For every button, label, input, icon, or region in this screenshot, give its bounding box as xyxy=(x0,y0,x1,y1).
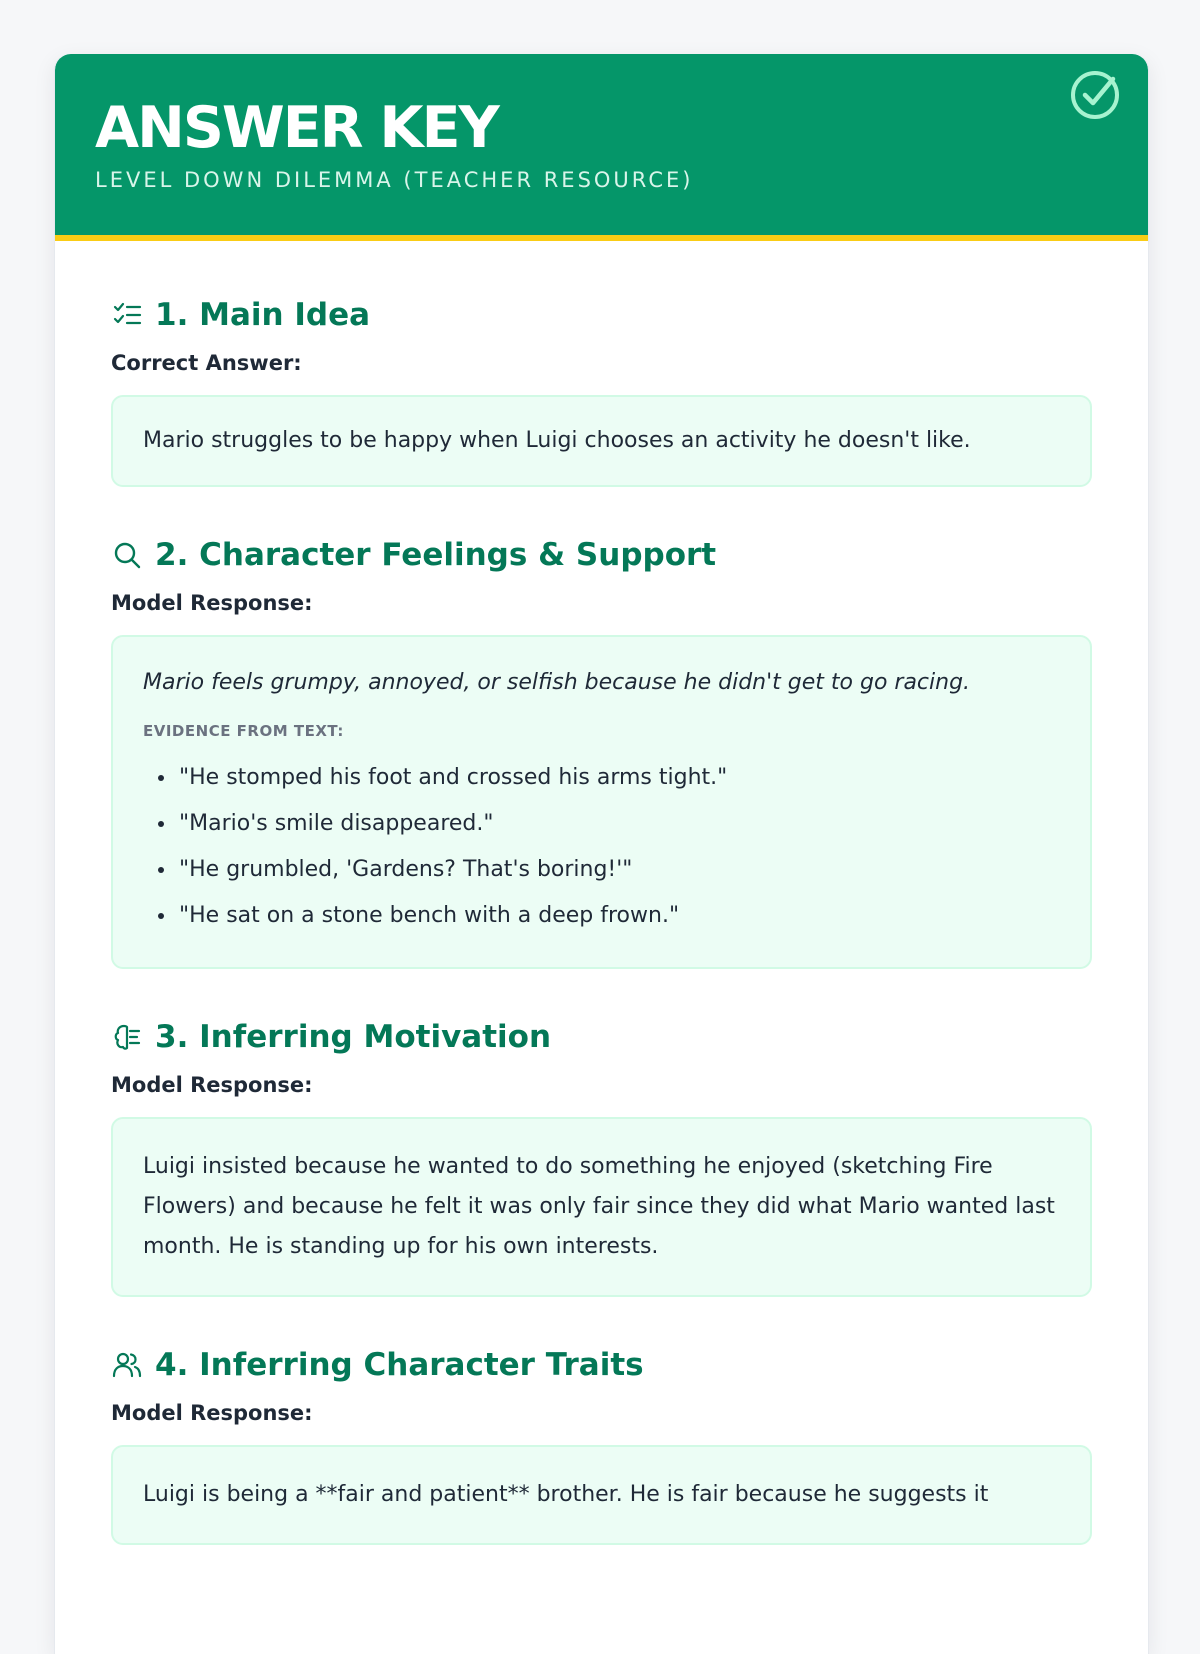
content xyxy=(55,241,1148,1545)
evidence-item: • "Mario's smile disappeared." xyxy=(177,801,1060,847)
evidence-item: • "He stomped his foot and crossed his arms tight." xyxy=(177,755,1060,801)
answer-text: Luigi is being a **fair and patient** brother. He is fair because he suggests it xyxy=(143,1482,989,1507)
section-title: 3. Inferring Motivation xyxy=(155,1019,552,1055)
evidence-item: • "He sat on a stone bench with a deep frown." xyxy=(177,893,1060,939)
answer-key-card xyxy=(54,54,1149,1654)
answer-box xyxy=(111,1445,1092,1545)
section-character-feelings xyxy=(111,535,1092,969)
section-heading xyxy=(111,535,1092,575)
evidence-list xyxy=(143,755,1060,939)
section-title: 1. Main Idea xyxy=(155,297,371,333)
page-title: ANSWER KEY xyxy=(95,95,498,161)
section-heading xyxy=(111,295,1092,335)
section-inferring-motivation xyxy=(111,1017,1092,1297)
answer-box xyxy=(111,395,1092,487)
page-subtitle: LEVEL DOWN DILEMMA (TEACHER RESOURCE) xyxy=(95,168,694,192)
answer-text: Luigi insisted because he wanted to do something he enjoyed (sketching Fire Flowers) and because he felt it was only fair since they did what Mario wanted last month. He is standing up for his own interests. xyxy=(143,1154,1055,1259)
section-title: 4. Inferring Character Traits xyxy=(155,1347,644,1383)
section-title: 2. Character Feelings & Support xyxy=(155,537,717,573)
section-heading xyxy=(111,1017,1092,1057)
answer-label: Model Response: xyxy=(111,591,313,615)
brain-icon xyxy=(111,1021,143,1053)
answer-box xyxy=(111,635,1092,969)
answer-label: Model Response: xyxy=(111,1401,313,1425)
answer-label: Correct Answer: xyxy=(111,351,302,375)
answer-label: Model Response: xyxy=(111,1073,313,1097)
section-main-idea xyxy=(111,295,1092,487)
answer-text: Mario feels grumpy, annoyed, or selfish because he didn't get to go racing. xyxy=(143,670,971,695)
users-icon xyxy=(111,1349,143,1381)
answer-box xyxy=(111,1117,1092,1297)
answer-text: Mario struggles to be happy when Luigi chooses an activity he doesn't like. xyxy=(143,428,971,453)
evidence-label: EVIDENCE FROM TEXT: xyxy=(143,722,344,740)
check-circle-icon xyxy=(1068,68,1122,122)
evidence-item: • "He grumbled, 'Gardens? That's boring!'" xyxy=(177,847,1060,893)
section-heading xyxy=(111,1345,1092,1385)
search-icon xyxy=(111,539,143,571)
section-character-traits xyxy=(111,1345,1092,1545)
header-banner xyxy=(55,54,1148,241)
list-checks-icon xyxy=(111,299,143,331)
